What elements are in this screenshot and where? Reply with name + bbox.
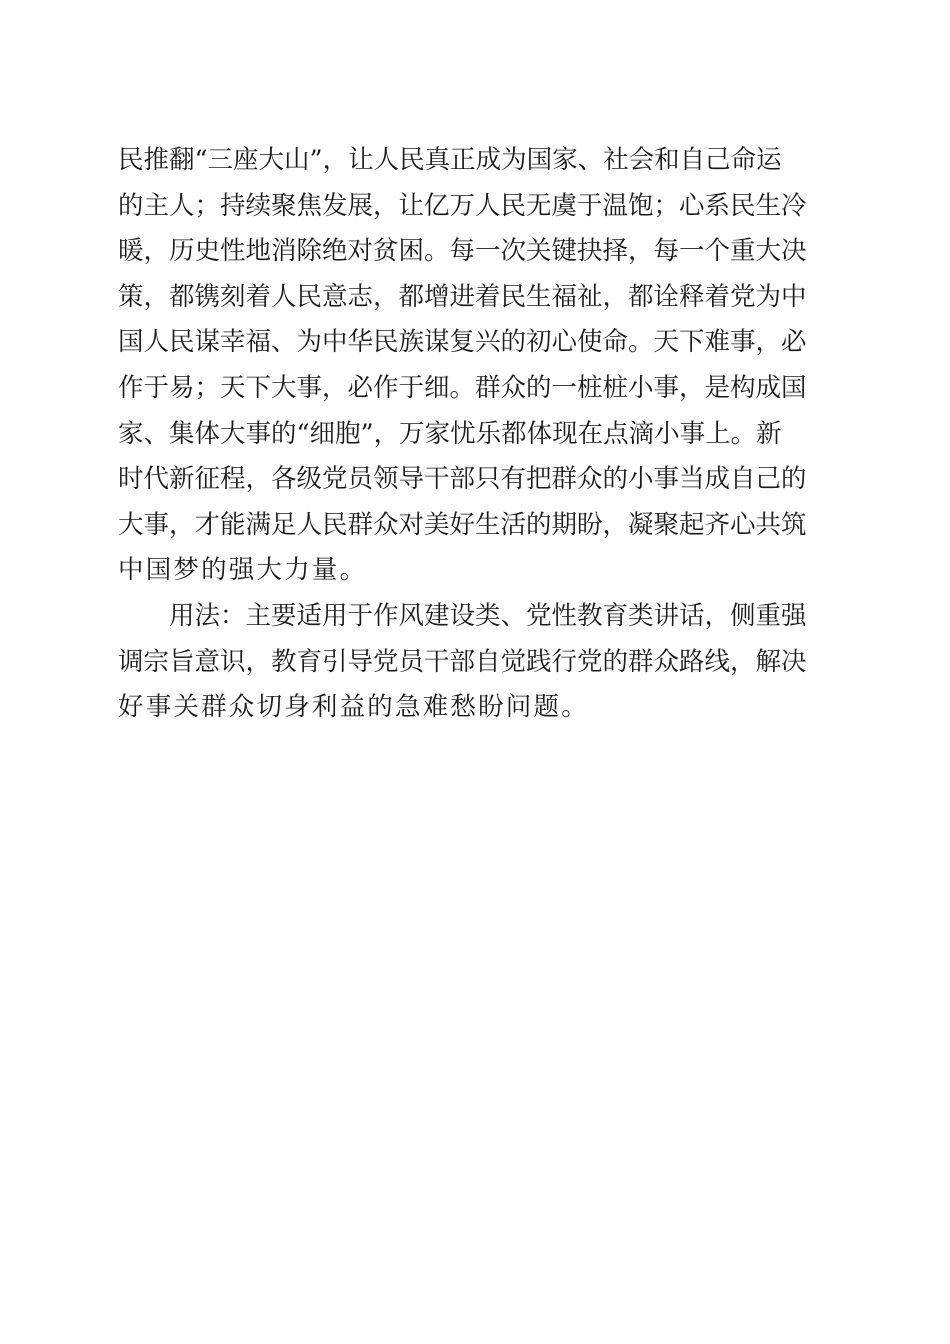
- text-line: 暖，历史性地消除绝对贫困。每一次关键抉择，每一个重大决: [118, 236, 807, 267]
- text-line: 调宗旨意识，教育引导党员干部自觉践行党的群众路线，解决: [118, 646, 807, 677]
- text-line: 策，都镌刻着人民意志，都增进着民生福祉，都诠释着党为中: [118, 281, 807, 312]
- text-line: 家、集体大事的“细胞”，万家忧乐都体现在点滴小事上。新: [118, 418, 782, 449]
- text-line: 民推翻“三座大山”，让人民真正成为国家、社会和自己命运: [118, 145, 782, 175]
- paragraph-2-usage: [118, 594, 828, 731]
- text-line: 国人民谋幸福、为中华民族谋复兴的初心使命。天下难事，必: [118, 327, 807, 358]
- text-line: 的主人；持续聚焦发展，让亿万人民无虞于温饱；心系民生冷: [118, 190, 807, 221]
- text-line: 时代新征程，各级党员领导干部只有把群众的小事当成自己的: [118, 464, 807, 495]
- text-line: 大事，才能满足人民群众对美好生活的期盼，凝聚起齐心共筑: [118, 509, 807, 540]
- document-body: [118, 138, 828, 731]
- text-line: 用法：主要适用于作风建设类、党性教育类讲话，侧重强: [169, 600, 807, 631]
- text-line: 作于易；天下大事，必作于细。群众的一桩桩小事，是构成国: [118, 372, 807, 403]
- text-line: 中国梦的强大力量。: [118, 555, 368, 586]
- text-line: 好事关群众切身利益的急难愁盼问题。: [118, 692, 589, 723]
- paragraph-1: [118, 138, 828, 594]
